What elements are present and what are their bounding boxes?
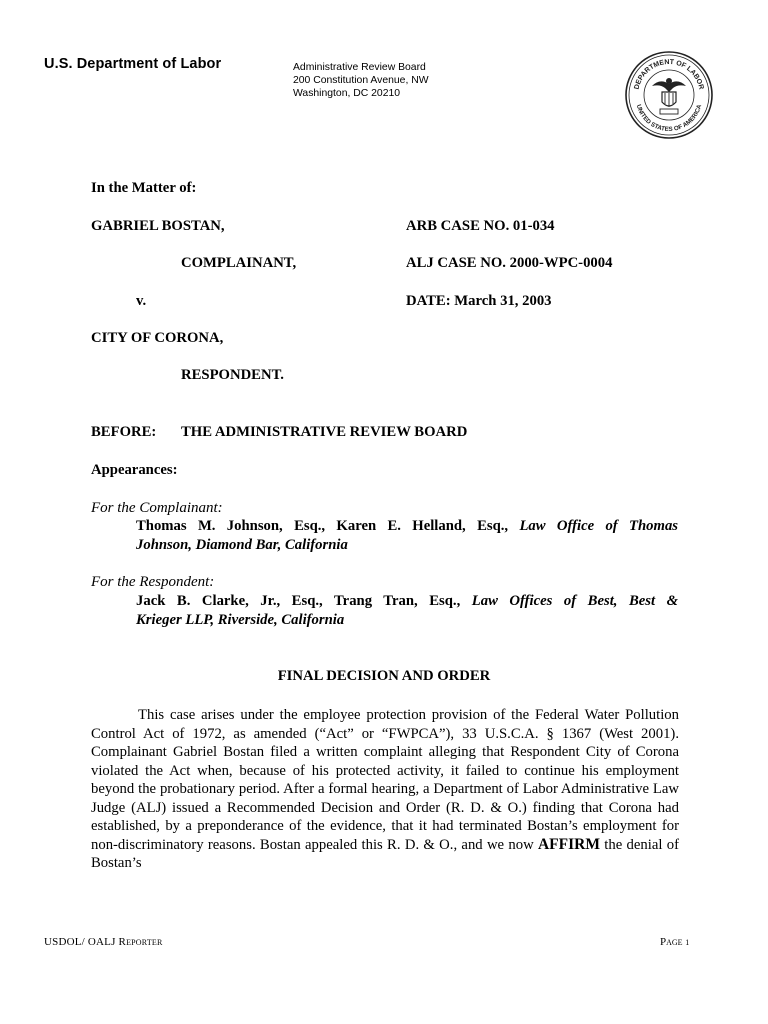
department-title: U.S. Department of Labor	[44, 56, 222, 72]
complainant-name: GABRIEL BOSTAN,	[91, 218, 225, 234]
board-name: Administrative Review Board	[293, 62, 426, 73]
department-of-labor-seal-icon	[624, 50, 714, 140]
for-complainant-heading: For the Complainant:	[91, 500, 223, 516]
svg-text:UNITED STATES OF AMERICA: UNITED STATES OF AMERICA	[634, 103, 704, 134]
address-line-2: Washington, DC 20210	[293, 88, 401, 99]
for-respondent-heading: For the Respondent:	[91, 574, 215, 590]
before-body: THE ADMINISTRATIVE REVIEW BOARD	[181, 424, 468, 440]
respondent-role: RESPONDENT.	[181, 367, 284, 383]
complainant-counsel-line-2: Johnson, Diamond Bar, California	[136, 536, 348, 553]
board-address-block	[293, 61, 429, 100]
respondent-counsel-line-1: Jack B. Clarke, Jr., Esq., Trang Tran, Esq., Law Offices of Best, Best &	[136, 593, 679, 609]
reporter-footer: USDOL/ OALJ REPORTER	[44, 936, 163, 948]
order-paragraph: This case arises under the employee protection provision of the Federal Water Pollution Control Act of 1972, as amended (“Act” or “FWPCA”), 33 U.S.C.A. § 1367 (West 2001). Complainant Gabriel Bostan filed a written complaint alleging that Respondent City of Corona violated the Act when, because of his protected activity, it failed to continue his employment beyond the probationary period. After a formal hearing, a Department of Labor Administrative Law Judge (ALJ) issued a Recommended Decision and Order (R. D. & O.) finding that Corona had established, by a preponderance of the evidence, that it had terminated Bostan’s employment for non-discriminatory reasons. Bostan appealed this R. D. & O., and we now AFFIRM the denial of Bostan’s	[91, 707, 679, 871]
respondent-name: CITY OF CORONA,	[91, 330, 224, 346]
respondent-counsel	[136, 592, 678, 629]
order-title: FINAL DECISION AND ORDER	[277, 668, 491, 684]
svg-text:DEPARTMENT OF LABOR: DEPARTMENT OF LABOR	[633, 58, 705, 91]
decision-date: DATE: March 31, 2003	[406, 293, 552, 309]
complainant-counsel	[136, 517, 678, 554]
affirm-emphasis: AFFIRM	[537, 835, 600, 853]
alj-case-number: ALJ CASE NO. 2000-WPC-0004	[406, 255, 613, 271]
page-number-footer: PAGE 1	[660, 936, 690, 948]
address-line-1: 200 Constitution Avenue, NW	[293, 75, 429, 86]
versus: v.	[136, 293, 147, 309]
complainant-role: COMPLAINANT,	[181, 255, 297, 271]
complainant-counsel-line-1: Thomas M. Johnson, Esq., Karen E. Helland, Esq., Law Office of Thomas	[136, 518, 678, 534]
appearances-label: Appearances:	[91, 462, 178, 478]
in-the-matter-of: In the Matter of:	[91, 180, 197, 196]
respondent-counsel-line-2: Krieger LLP, Riverside, California	[136, 611, 345, 628]
before-label: BEFORE:	[91, 424, 157, 440]
arb-case-number: ARB CASE NO. 01-034	[406, 218, 555, 234]
